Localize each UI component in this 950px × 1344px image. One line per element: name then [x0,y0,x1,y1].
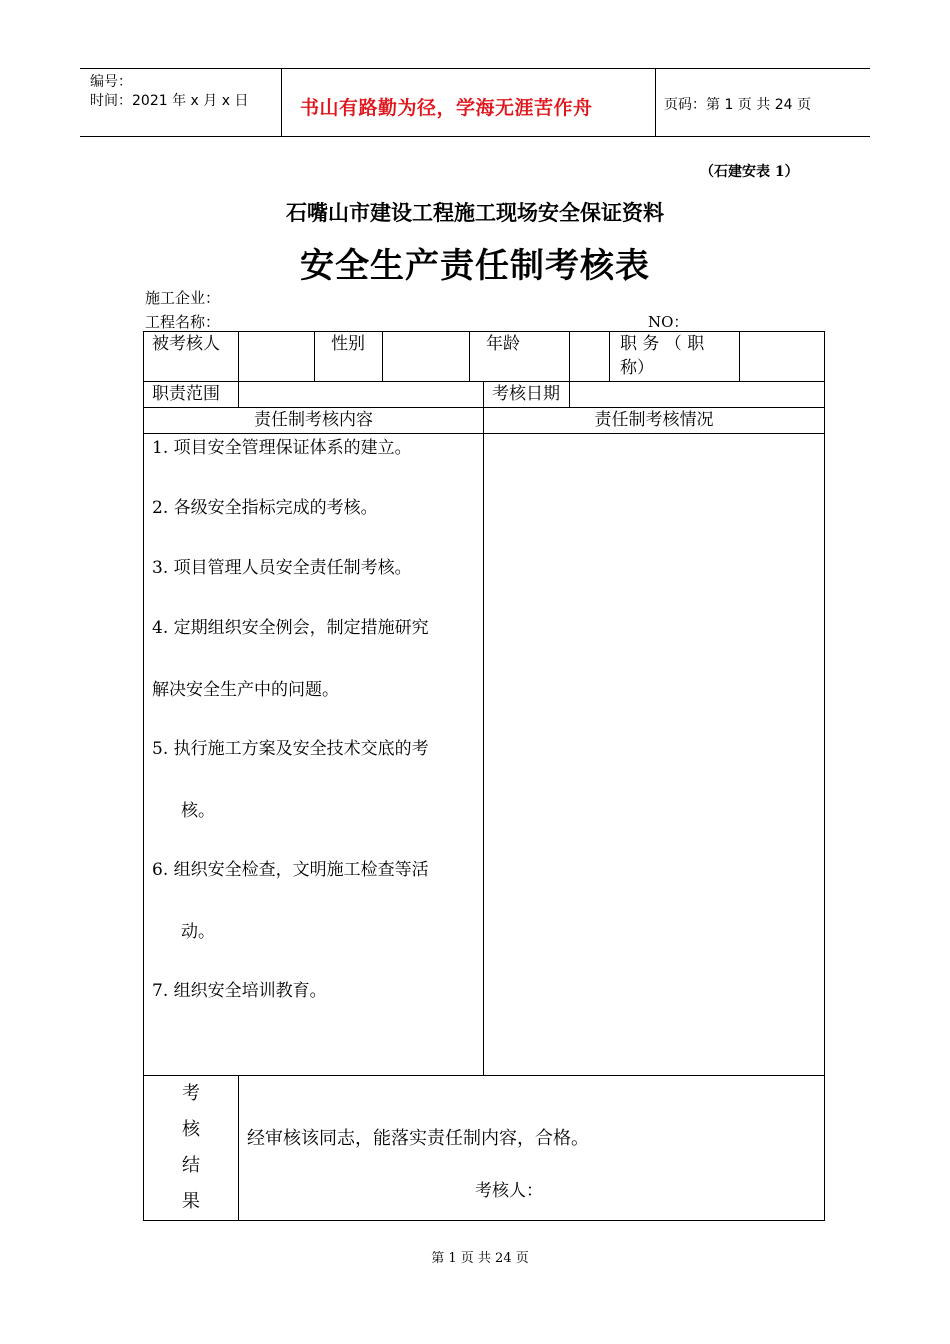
content-item: 7. 组织安全培训教育。 [152,981,327,1001]
page-footer: 第 1 页 共 24 页 [431,1251,529,1266]
content-item-continued: 动。 [181,922,215,942]
content-header-cell [144,408,484,434]
header-motto: 书山有路勤为径，学海无涯苦作舟 [300,97,593,119]
gender-label: 性别 [331,334,365,354]
result-content-cell[interactable] [239,1076,825,1221]
content-header: 责任制考核内容 [254,410,373,430]
date-label: 考核日期 [492,384,560,404]
header-top-rule [80,68,870,69]
examinee-label: 被考核人 [152,334,220,354]
position-label-cell [610,332,740,382]
content-item-continued: 解决安全生产中的问题。 [152,680,339,700]
content-list-cell [144,434,484,1076]
age-label: 年龄 [486,334,520,354]
examinee-label-cell [144,332,239,382]
status-cell[interactable] [484,434,825,1076]
gender-label-cell [315,332,383,382]
content-item: 2. 各级安全指标完成的考核。 [152,498,378,518]
header-bottom-rule [80,136,870,137]
content-item: 3. 项目管理人员安全责任制考核。 [152,558,412,578]
content-item: 1. 项目安全管理保证体系的建立。 [152,438,412,458]
age-value-cell[interactable] [570,332,610,382]
header-divider-left [281,68,282,136]
examinee-value-cell[interactable] [239,332,315,382]
form-code: （石建安表 1） [700,164,799,180]
status-header-cell [484,408,825,434]
project-label: 工程名称： [145,313,221,331]
result-char: 结 [182,1155,200,1176]
content-item: 4. 定期组织安全例会，制定措施研究 [152,618,429,638]
age-label-cell [470,332,570,382]
result-char: 核 [182,1119,200,1140]
enterprise-label: 施工企业： [145,289,221,307]
scope-label-cell [144,382,239,408]
header-page-info: 页码：第 1 页 共 24 页 [664,97,811,113]
position-label-line2: 称） [620,358,654,378]
result-char: 考 [182,1083,200,1104]
form-title: 安全生产责任制考核表 [300,246,650,286]
result-char: 果 [182,1191,200,1212]
scope-label: 职责范围 [152,384,220,404]
content-item-continued: 核。 [181,801,215,821]
status-header: 责任制考核情况 [594,410,714,430]
date-value-cell[interactable] [570,382,825,408]
date-label-cell [484,382,570,408]
header-time-label: 时间：2021 年 x 月 x 日 [90,93,249,109]
header-divider-right [655,68,656,136]
position-label-line1: 职 务 （ 职 [620,334,705,354]
gender-value-cell[interactable] [383,332,470,382]
document-title: 石嘴山市建设工程施工现场安全保证资料 [286,200,664,225]
assessment-table [143,331,825,1221]
no-label: NO： [648,313,689,331]
scope-value-cell[interactable] [239,382,484,408]
result-label-cell [144,1076,239,1221]
position-value-cell[interactable] [740,332,825,382]
examiner-label: 考核人： [475,1181,543,1201]
content-item: 5. 执行施工方案及安全技术交底的考 [152,739,429,759]
result-text: 经审核该同志，能落实责任制内容，合格。 [247,1128,589,1149]
header-number-label: 编号： [90,74,132,90]
content-item: 6. 组织安全检查，文明施工检查等活 [152,860,429,880]
